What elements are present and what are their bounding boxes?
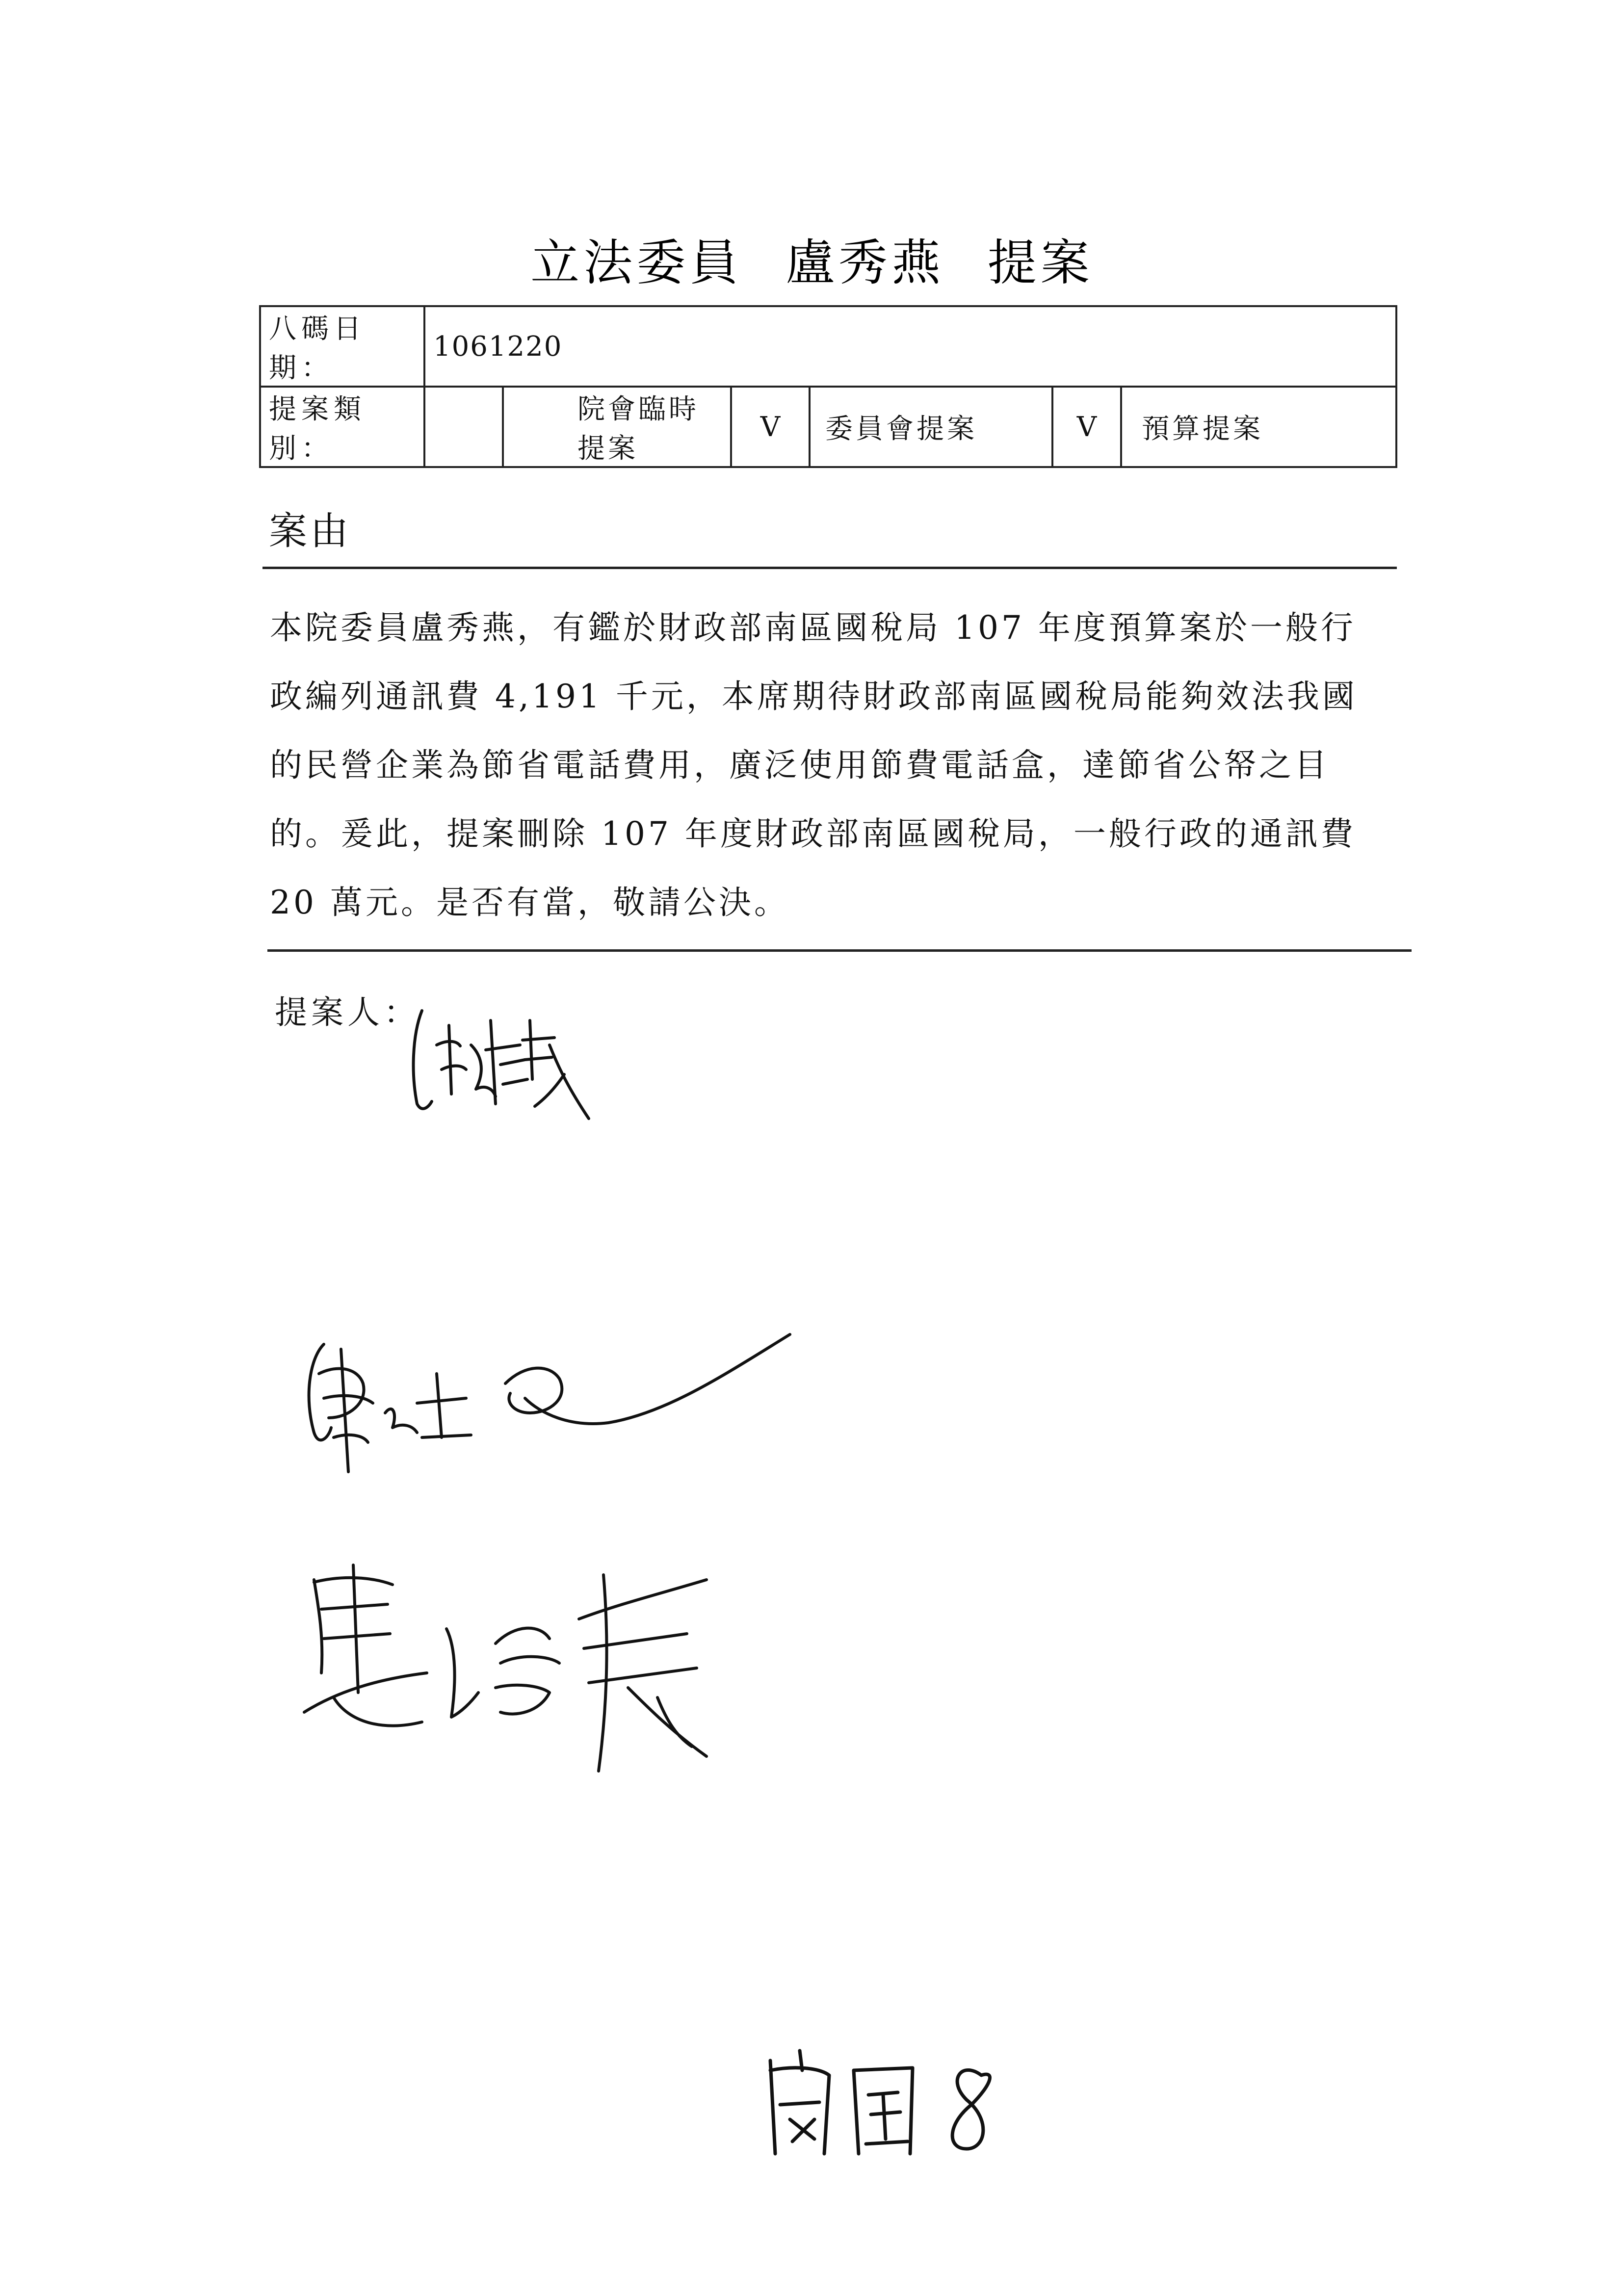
- heading-rule: [262, 567, 1397, 569]
- category-row: [260, 387, 1396, 467]
- checkbox-floor-proposal: [424, 387, 503, 467]
- section-heading: 案由: [269, 509, 352, 553]
- body-line: 的。爰此，提案刪除 107 年度財政部南區國稅局，一般行政的通訊費: [270, 815, 1356, 853]
- signature-second: [294, 1315, 810, 1501]
- body-line: 的民營企業為節省電話費用，廣泛使用節費電話盒，達節省公帑之目: [270, 746, 1330, 784]
- date-row: [260, 306, 1396, 387]
- checkbox-budget-proposal: V: [1052, 387, 1121, 467]
- title-suffix: 提案: [987, 234, 1094, 291]
- option-budget-proposal: 預算提案: [1121, 387, 1396, 467]
- handwritten-page-mark: [751, 2041, 1025, 2168]
- body-rule: [267, 949, 1412, 952]
- proposer-label: 提案人：: [275, 993, 420, 1031]
- date-value: 1061220: [424, 306, 1396, 387]
- option-floor-proposal: 院會臨時提案: [503, 387, 731, 467]
- signature-proposer: [402, 991, 638, 1138]
- body-line: 政編列通訊費 4,191 千元，本席期待財政部南區國稅局能夠效法我國: [270, 678, 1358, 715]
- option-committee-proposal: 委員會提案: [810, 387, 1052, 467]
- signature-third: [285, 1536, 805, 1791]
- category-label: 提案類別：: [260, 387, 424, 467]
- date-label: 八碼日期：: [260, 306, 424, 387]
- body-line: 20 萬元。是否有當，敬請公決。: [270, 884, 789, 921]
- title-name: 盧秀燕: [786, 234, 944, 291]
- proposal-body: [270, 594, 1398, 937]
- body-line: 本院委員盧秀燕，有鑑於財政部南區國稅局 107 年度預算案於一般行: [270, 609, 1356, 647]
- document-title: [0, 223, 1624, 294]
- title-role: 立法委員: [530, 234, 743, 291]
- checkbox-committee-proposal: V: [731, 387, 810, 467]
- proposal-meta-table: [259, 305, 1397, 468]
